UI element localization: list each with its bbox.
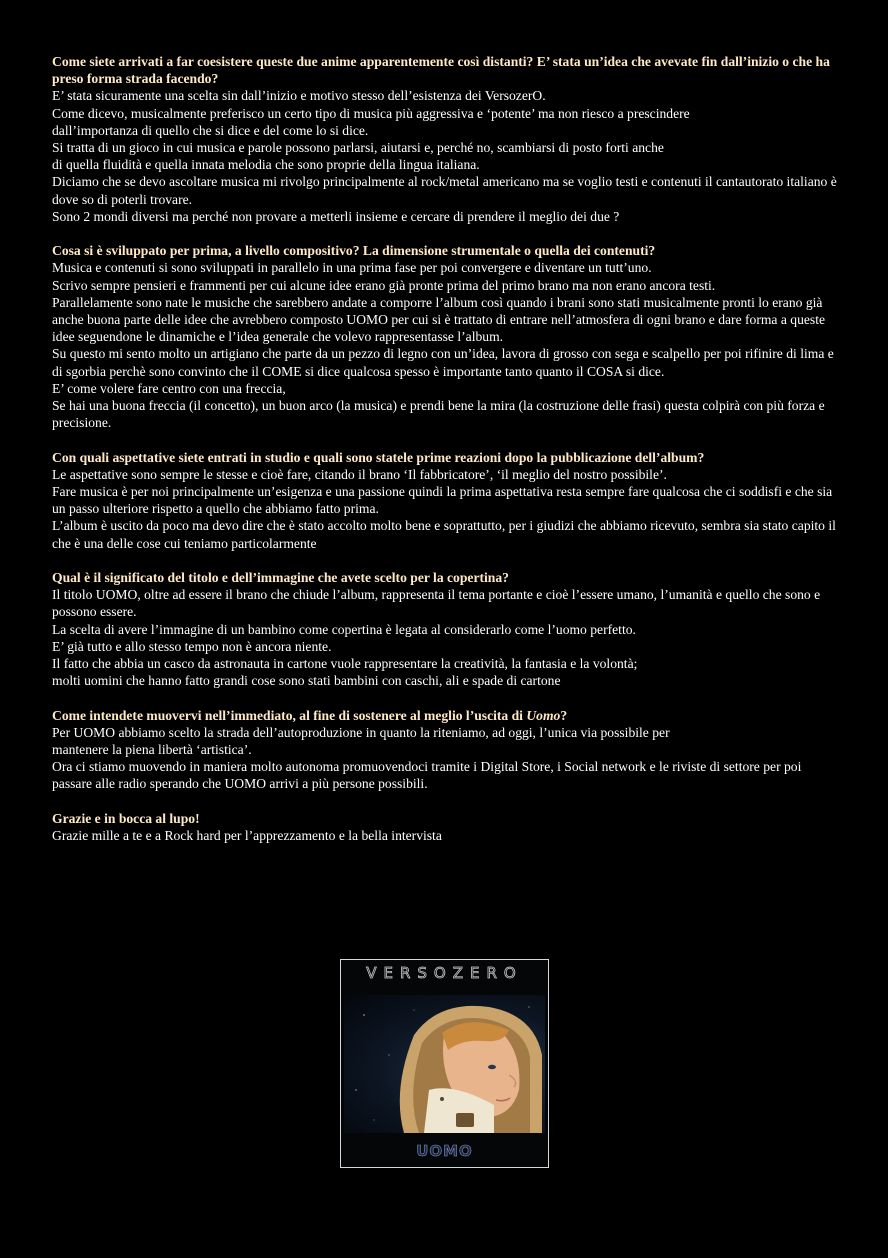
album-cover xyxy=(340,959,549,1168)
interview-text xyxy=(52,53,844,861)
question-5-end: ? xyxy=(560,707,568,723)
answer-line: Si tratta di un gioco in cui musica e parole possono parlarsi, aiutarsi e, perché no, scambiarsi di posto forti anche xyxy=(52,140,664,156)
answer-line: L’album è uscito da poco ma devo dire che è stato accolto molto bene e soprattutto, per i giudizi che abbiamo ricevuto, sembra sia stato capito il che è una delle cose cui teniamo particolarmente xyxy=(52,518,836,551)
answer-line: Sono 2 mondi diversi ma perché non provare a metterli insieme e cercare di prendere il meglio dei due ? xyxy=(52,208,620,224)
question-3: Con quali aspettative siete entrati in studio e quali sono statele prime reazioni dopo la pubblicazione dell’album? xyxy=(52,449,705,465)
answer-line: Le aspettative sono sempre le stesse e cioè fare, citando il brano ‘Il fabbricatore’, ‘il meglio del nostro possibile’. xyxy=(52,466,667,482)
answer-line: Fare musica è per noi principalmente un’esigenza e una passione quindi la prima aspettativa resta sempre fare qualcosa che ci soddisfi e che sia un passo ulteriore rispetto a quello che abbiamo fatto prima. xyxy=(52,484,833,517)
answer-line: Ora ci stiamo muovendo in maniera molto autonoma promuovendoci tramite i Digital Store, i Social network e le riviste di settore per poi passare alle radio sperando che UOMO arrivi a più persone possibili. xyxy=(52,759,802,792)
answer-line: Su questo mi sento molto un artigiano che parte da un pezzo di legno con un’idea, lavora di grosso con sega e scalpello per poi rifinire di lima e di sgorbia perchè sono convinto che il COME si dice qualcosa spesso è importante tanto quanto il COSA si dice. xyxy=(52,346,834,379)
qa-section-6 xyxy=(52,810,844,844)
answer-line: Grazie mille a te e a Rock hard per l’apprezzamento e la bella intervista xyxy=(52,828,442,844)
answer-line: mantenere la piena libertà ‘artistica’. xyxy=(52,742,252,758)
qa-section-2 xyxy=(52,242,844,431)
answer-line: Il fatto che abbia un casco da astronauta in cartone vuole rappresentare la creatività, la fantasia e la volontà; xyxy=(52,656,638,672)
answer-line xyxy=(52,87,844,104)
answer-line: Come dicevo, musicalmente preferisco un certo tipo di musica più aggressiva e ‘potente’ ma non riesco a prescindere xyxy=(52,105,690,121)
question-4: Qual è il significato del titolo e dell’immagine che avete scelto per la copertina? xyxy=(52,570,509,586)
band-logo: VERSOZERO xyxy=(366,964,523,982)
answer-line: La scelta di avere l’immagine di un bambino come copertina è legata al considerarlo come l’uomo perfetto. xyxy=(52,621,636,637)
answer-line: Per UOMO abbiamo scelto la strada dell’autoproduzione in quanto la riteniamo, ad oggi, l’unica via possibile per xyxy=(52,724,670,740)
qa-section-3 xyxy=(52,449,844,552)
qa-section-5 xyxy=(52,707,844,793)
child-helmet-illustration xyxy=(344,995,545,1133)
answer-line: dall’importanza di quello che si dice e del come lo si dice. xyxy=(52,122,369,138)
album-title: UOMO xyxy=(416,1142,473,1160)
answer-line: Diciamo che se devo ascoltare musica mi rivolgo principalmente al rock/metal americano ma se voglio testi e contenuti il cantautorato italiano è dove so di poterli trovare. xyxy=(52,174,837,207)
qa-section-4 xyxy=(52,569,844,689)
answer-line: molti uomini che hanno fatto grandi cose sono stati bambini con caschi, ali e spade di cartone xyxy=(52,673,561,689)
answer-line: Il titolo UOMO, oltre ad essere il brano che chiude l’album, rappresenta il tema portante e cioè l’essere umano, l’umanità e quello che sono e possono essere. xyxy=(52,587,821,620)
answer-line: Musica e contenuti si sono sviluppati in parallelo in una prima fase per poi convergere e diventare un tutt’uno. xyxy=(52,260,652,276)
answer-line: Se hai una buona freccia (il concetto), un buon arco (la musica) e prendi bene la mira (la costruzione delle frasi) questa colpirà con più forza e precisione. xyxy=(52,398,825,431)
answer-line: Scrivo sempre pensieri e frammenti per cui alcune idee erano già pronte prima del primo brano ma non erano ancora testi. xyxy=(52,277,716,293)
answer-line: Parallelamente sono nate le musiche che sarebbero andate a comporre l’album così quando i brani sono stati musicalmente pronti lo erano già anche buona parte delle idee che avrebbero composto UOMO per cui si è trattato di entrare nell’atmosfera di ogni brano e dare forma a queste idee seguendone le dinamiche e l’idea generale che volevo rappresentasse l’album. xyxy=(52,294,826,345)
answer-text: E’ stata sicuramente una scelta sin dall’inizio e motivo stesso dell’esistenza dei VersozerO. xyxy=(52,88,546,104)
question-5-text: Come intendete muovervi nell’immediato, al fine di sostenere al meglio l’uscita di xyxy=(52,707,527,723)
qa-section-1 xyxy=(52,53,844,225)
cover-photo-child-astronaut xyxy=(344,995,545,1133)
question-5 xyxy=(52,707,844,724)
answer-line: E’ già tutto e allo stesso tempo non è ancora niente. xyxy=(52,638,332,654)
answer-line: E’ come volere fare centro con una freccia, xyxy=(52,380,286,396)
question-6: Grazie e in bocca al lupo! xyxy=(52,810,200,826)
question-2: Cosa si è sviluppato per prima, a livello compositivo? La dimensione strumentale o quella dei contenuti? xyxy=(52,243,656,259)
question-1: Come siete arrivati a far coesistere queste due anime apparentemente così distanti? E’ stata un’idea che avevate fin dall’inizio o che ha preso forma strada facendo? xyxy=(52,54,830,87)
album-title-italic: Uomo xyxy=(526,707,561,723)
answer-line: di quella fluidità e quella innata melodia che sono proprie della lingua italiana. xyxy=(52,157,480,173)
